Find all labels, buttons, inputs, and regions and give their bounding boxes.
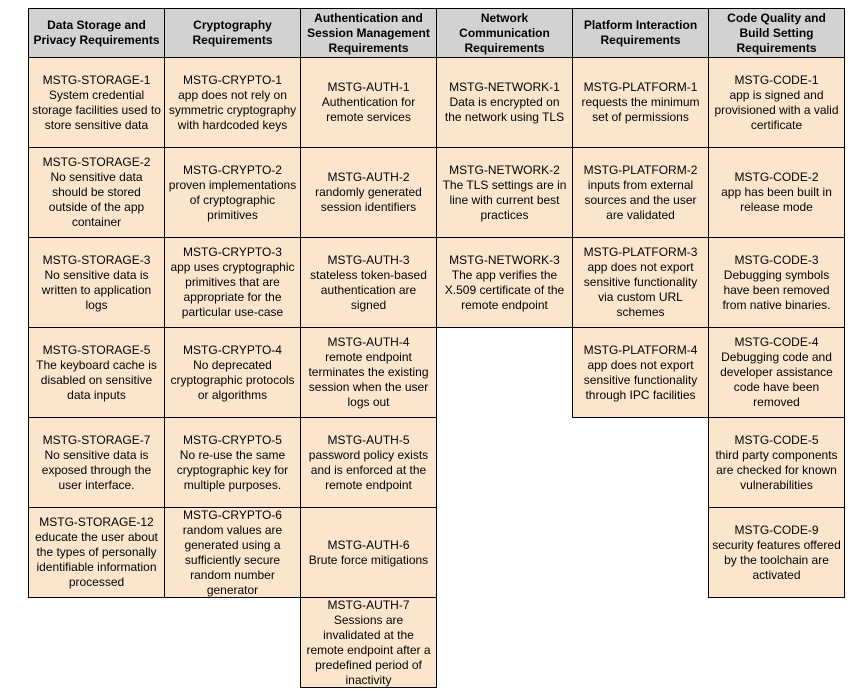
column-network [436, 8, 573, 328]
requirement-code: MSTG-NETWORK-2 [449, 162, 560, 177]
requirement-description: Brute force mitigations [308, 552, 429, 567]
column-header-authentication: Authentication and Session Management Requirements [300, 8, 437, 58]
requirement-description: Data is encrypted on the network using TLS [444, 95, 565, 124]
requirement-cell [164, 417, 301, 508]
requirement-code: MSTG-CRYPTO-5 [183, 432, 282, 447]
requirement-description: Authentication for remote services [321, 95, 416, 124]
requirement-cell [28, 417, 165, 508]
column-header-data-storage: Data Storage and Privacy Requirements [28, 8, 165, 58]
column-header-code-quality: Code Quality and Build Setting Requirements [708, 8, 845, 58]
requirement-code: MSTG-CRYPTO-2 [183, 162, 282, 177]
requirement-cell [572, 57, 709, 148]
requirement-description: No sensitive data is exposed through the user interface. [41, 447, 152, 492]
requirement-cell [300, 57, 437, 148]
requirement-code: MSTG-AUTH-7 [327, 597, 410, 612]
requirement-code: MSTG-CRYPTO-3 [183, 245, 282, 259]
requirement-description: app has been built in release mode [721, 185, 832, 214]
requirement-description: No sensitive data should be stored outside of the app container [48, 170, 145, 229]
requirement-cell [708, 417, 845, 508]
requirement-code: MSTG-AUTH-2 [327, 170, 410, 184]
requirement-description: educate the user about the types of personally identifiable information processed [35, 530, 158, 589]
requirement-description: No sensitive data is written to application logs [41, 267, 152, 312]
requirement-description: The TLS settings are in line with current best practices [442, 177, 567, 222]
requirement-code: MSTG-AUTH-3 [327, 252, 410, 267]
requirement-code: MSTG-STORAGE-2 [42, 155, 151, 169]
requirement-code: MSTG-PLATFORM-1 [583, 80, 698, 94]
requirement-code: MSTG-CODE-4 [734, 335, 819, 349]
requirement-code: MSTG-CODE-5 [734, 432, 819, 447]
requirement-code: MSTG-STORAGE-1 [42, 72, 151, 87]
requirement-code: MSTG-AUTH-6 [327, 537, 410, 552]
requirements-table [28, 8, 845, 688]
requirement-description: random values are generated using a sufficiently secure random number generator [182, 522, 283, 597]
requirement-cell [436, 237, 573, 328]
requirement-cell [28, 327, 165, 418]
requirement-code: MSTG-STORAGE-12 [39, 515, 154, 529]
requirement-description: requests the minimum set of permissions [581, 95, 700, 124]
requirement-description: proven implementations of cryptographic primitives [168, 177, 297, 222]
requirement-description: security features offered by the toolchain are activated [712, 537, 841, 582]
requirement-cell [28, 507, 165, 598]
requirement-code: MSTG-PLATFORM-4 [583, 342, 698, 357]
requirement-code: MSTG-NETWORK-3 [449, 252, 560, 267]
requirement-code: MSTG-STORAGE-5 [42, 342, 151, 357]
requirement-cell [708, 327, 845, 418]
requirement-description: No re-use the same cryptographic key for multiple purposes. [176, 447, 289, 492]
column-header-network: Network Communication Requirements [436, 8, 573, 58]
requirement-description: No deprecated cryptographic protocols or algorithms [170, 357, 295, 402]
requirement-cell [28, 147, 165, 238]
column-authentication [300, 8, 437, 688]
requirement-cell [708, 57, 845, 148]
requirement-description: stateless token-based authentication are signed [310, 267, 427, 312]
column-cryptography [164, 8, 301, 598]
requirement-cell [708, 147, 845, 238]
requirement-cell [164, 57, 301, 148]
requirement-description: randomly generated session identifiers [315, 185, 422, 214]
requirement-code: MSTG-PLATFORM-3 [583, 245, 698, 259]
requirement-code: MSTG-NETWORK-1 [449, 80, 560, 94]
requirement-cell [572, 327, 709, 418]
requirement-cell [436, 147, 573, 238]
requirement-cell [708, 237, 845, 328]
requirement-cell [300, 417, 437, 508]
requirement-cell [28, 237, 165, 328]
requirement-description: app does not export sensitive functionality through IPC facilities [583, 357, 698, 402]
requirement-description: System credential storage facilities used to store sensitive data [32, 87, 161, 132]
requirement-cell [708, 507, 845, 598]
requirement-code: MSTG-CODE-3 [734, 252, 819, 267]
requirement-code: MSTG-AUTH-5 [327, 432, 410, 447]
requirement-description: app is signed and provisioned with a valid certificate [714, 87, 839, 132]
requirement-cell [164, 237, 301, 328]
requirement-description: app does not export sensitive functionality via custom URL schemes [583, 260, 698, 319]
requirement-code: MSTG-CODE-9 [734, 522, 819, 537]
requirement-cell [436, 57, 573, 148]
requirement-description: The app verifies the X.509 certificate of the remote endpoint [444, 267, 565, 312]
requirement-description: password policy exists and is enforced at the remote endpoint [308, 447, 429, 492]
requirement-code: MSTG-CRYPTO-4 [183, 342, 282, 357]
requirement-description: The keyboard cache is disabled on sensitive data inputs [36, 357, 157, 402]
column-code-quality [708, 8, 845, 598]
requirement-cell [300, 507, 437, 598]
requirement-description: app uses cryptographic primitives that are appropriate for the particular use-case [170, 260, 295, 319]
requirement-code: MSTG-AUTH-4 [327, 335, 410, 349]
requirement-description: Debugging code and developer assistance code have been removed [720, 350, 833, 409]
requirement-cell [300, 327, 437, 418]
requirement-cell [300, 597, 437, 688]
requirement-description: Debugging symbols have been removed from native binaries. [722, 267, 831, 312]
requirement-description: third party components are checked for known vulnerabilities [715, 447, 838, 492]
requirement-code: MSTG-STORAGE-7 [42, 432, 151, 447]
requirement-description: Sessions are invalidated at the remote endpoint after a predefined period of inactivity [306, 612, 431, 687]
requirement-code: MSTG-CRYPTO-6 [183, 507, 282, 522]
requirement-code: MSTG-CODE-2 [734, 170, 819, 184]
requirement-description: remote endpoint terminates the existing session when the user logs out [308, 350, 429, 409]
column-platform [572, 8, 709, 418]
requirement-cell [300, 237, 437, 328]
requirement-cell [28, 57, 165, 148]
requirement-cell [300, 147, 437, 238]
column-header-platform: Platform Interaction Requirements [572, 8, 709, 58]
requirement-cell [164, 147, 301, 238]
requirement-code: MSTG-AUTH-1 [327, 80, 410, 94]
requirement-cell [164, 327, 301, 418]
requirement-cell [572, 237, 709, 328]
requirement-cell [164, 507, 301, 598]
requirement-description: app does not rely on symmetric cryptography with hardcoded keys [168, 87, 297, 132]
requirement-code: MSTG-PLATFORM-2 [583, 162, 698, 177]
column-data-storage [28, 8, 165, 598]
requirement-code: MSTG-CODE-1 [734, 72, 819, 87]
column-header-cryptography: Cryptography Requirements [164, 8, 301, 58]
requirement-description: inputs from external sources and the user are validated [584, 177, 697, 222]
requirement-code: MSTG-CRYPTO-1 [183, 72, 282, 87]
requirement-code: MSTG-STORAGE-3 [42, 252, 151, 267]
requirement-cell [572, 147, 709, 238]
